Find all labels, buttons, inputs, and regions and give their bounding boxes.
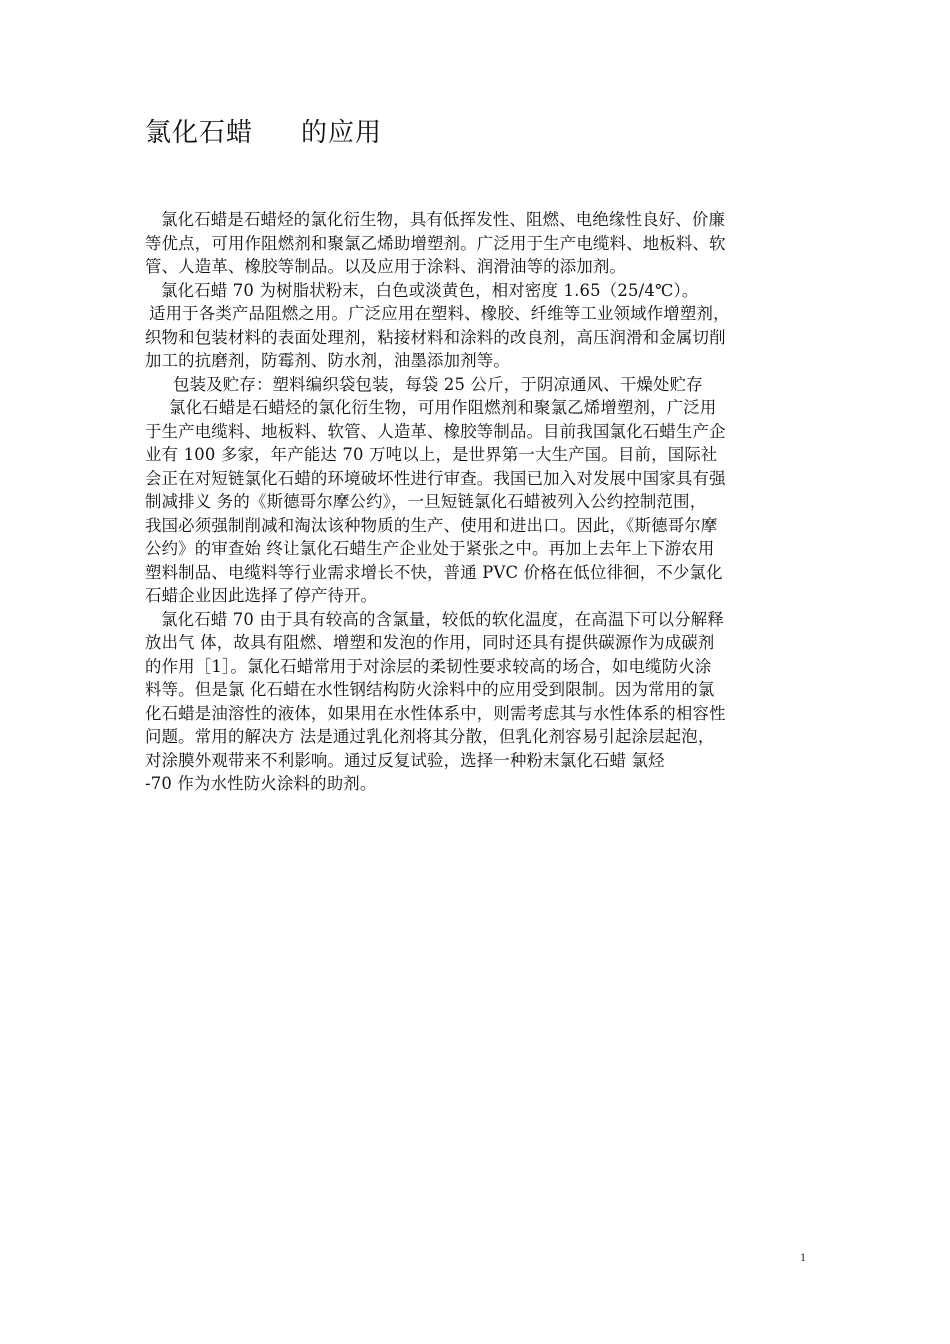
text-line: 问题。常用的解决方 法是通过乳化剂将其分散，但乳化剂容易引起涂层起泡，	[145, 727, 715, 746]
text-line: 业有 100 多家，年产能达 70 万吨以上，是世界第一大生产国。目前，国际社	[145, 445, 718, 464]
text-line: 的作用［1］。氯化石蜡常用于对涂层的柔韧性要求较高的场合，如电缆防火涂	[145, 656, 712, 676]
text-line: 对涂膜外观带来不利影响。通过反复试验，选择一种粉末氯化石蜡 氯烃	[145, 750, 665, 770]
text-line: 会正在对短链氯化石蜡的环境破坏性进行审查。我国已加入对发展中国家具有强	[145, 468, 726, 488]
text-line: 氯化石蜡是石蜡烃的氯化衍生物，具有低挥发性、阻燃、电绝缘性良好、价廉	[161, 210, 726, 229]
text-line: 公约》的审查始 终让氯化石蜡生产企业处于紧张之中。再加上去年上下游农用	[145, 539, 715, 558]
text-line: -70 作为水性防火涂料的助剂。	[145, 774, 377, 793]
text-line: 管、人造革、橡胶等制品。以及应用于涂料、润滑油等的添加剂。	[145, 257, 627, 276]
text-line: 加工的抗磨剂，防霉剂、防水剂，油墨添加剂等。	[145, 351, 510, 370]
text-line: 塑料制品、电缆料等行业需求增长不快，普通 PVC 价格在低位徘徊，不少氯化	[145, 562, 723, 582]
text-line: 适用于各类产品阻燃之用。广泛应用在塑料、橡胶、纤维等工业领域作增塑剂，	[149, 304, 730, 323]
title-part-2: 的应用	[301, 118, 383, 148]
page-number: 1	[800, 1250, 806, 1264]
text-line: 包装及贮存：塑料编织袋包装，每袋 25 公斤，于阴凉通风、干燥处贮存	[173, 374, 703, 394]
document-body	[145, 208, 810, 796]
text-line: 放出气 体，故具有阻燃、增塑和发泡的作用，同时还具有提供碳源作为成碳剂	[145, 633, 715, 652]
text-line: 氯化石蜡 70 为树脂状粉末，白色或淡黄色，相对密度 1.65（25/4℃）。	[161, 280, 699, 300]
text-line: 制减排义 务的《斯德哥尔摩公约》，一旦短链氯化石蜡被列入公约控制范围，	[145, 492, 707, 511]
text-line: 氯化石蜡 70 由于具有较高的含氯量，较低的软化温度，在高温下可以分解释	[161, 609, 724, 629]
text-line: 等优点，可用作阻燃剂和聚氯乙烯助增塑剂。广泛用于生产电缆料、地板料、软	[145, 233, 726, 253]
text-line: 织物和包装材料的表面处理剂，粘接材料和涂料的改良剂，高压润滑和金属切削	[145, 327, 726, 347]
text-line: 氯化石蜡是石蜡烃的氯化衍生物，可用作阻燃剂和聚氯乙烯增塑剂，广泛用	[169, 398, 717, 417]
text-line: 于生产电缆料、地板料、软管、人造革、橡胶等制品。目前我国氯化石蜡生产企	[145, 421, 726, 441]
title-part-1: 氯化石蜡	[145, 118, 254, 148]
text-line: 我国必须强制削减和淘汰该种物质的生产、使用和进出口。因此，《斯德哥尔摩	[145, 515, 718, 535]
document-title	[145, 112, 382, 149]
text-line: 料等。但是氯 化石蜡在水性钢结构防火涂料中的应用受到限制。因为常用的氯	[145, 680, 715, 699]
text-line: 石蜡企业因此选择了停产待开。	[145, 586, 378, 605]
text-line: 化石蜡是油溶性的液体，如果用在水性体系中，则需考虑其与水性体系的相容性	[145, 703, 726, 723]
